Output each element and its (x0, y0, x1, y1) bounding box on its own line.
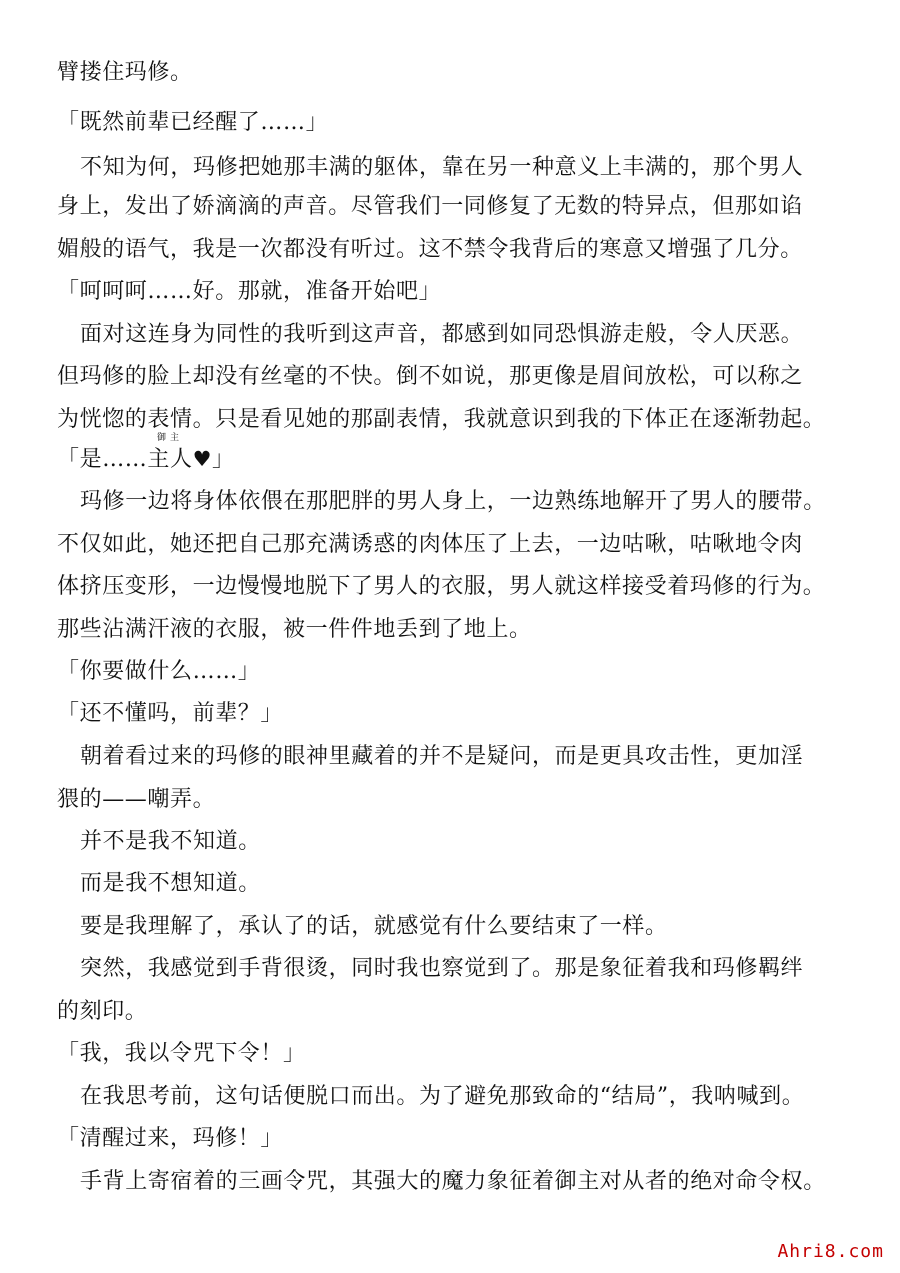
text-line: 媚般的语气，我是一次都没有听过。这不禁令我背后的寒意又增强了几分。 (57, 237, 803, 262)
text-line: 体挤压变形，一边慢慢地脱下了男人的衣服，男人就这样接受着玛修的行为。 (57, 574, 826, 599)
ruby-annotation: 御主 (157, 433, 184, 443)
dialogue-line: 「你要做什么……」 (57, 659, 261, 684)
text-line: 但玛修的脸上却没有丝毫的不快。倒不如说，那更像是眉间放松，可以称之 (57, 364, 803, 389)
text-line: 不仅如此，她还把自己那充满诱惑的肉体压了上去，一边咕啾，咕啾地令肉 (57, 532, 803, 557)
text-line: 突然，我感觉到手背很烫，同时我也察觉到了。那是象征着我和玛修羁绊 (80, 956, 804, 981)
ruby-base: 主人 (147, 447, 193, 472)
heart-icon: ♥ (192, 447, 213, 471)
text-line: 那些沾满汗液的衣服，被一件件地丢到了地上。 (57, 617, 532, 642)
text-line: 的刻印。 (57, 999, 148, 1024)
text-line: 臂搂住玛修。 (57, 60, 193, 85)
text-line: 身上，发出了娇滴滴的声音。尽管我们一同修复了无数的特异点，但那如谄 (57, 194, 803, 219)
text-line: 在我思考前，这句话便脱口而出。为了避免那致命的“结局”，我呐喊到。 (80, 1084, 805, 1109)
ruby-word (147, 433, 193, 475)
text-line: 而是我不想知道。 (80, 871, 261, 896)
text-line: 并不是我不知道。 (80, 829, 261, 854)
dialogue-line: 「我，我以令咒下令！」 (57, 1041, 306, 1066)
text-line: 玛修一边将身体依偎在那肥胖的男人身上，一边熟练地解开了男人的腰带。 (80, 489, 826, 514)
text-line: 为恍惚的表情。只是看见她的那副表情，我就意识到我的下体正在逐渐勃起。 (57, 407, 826, 432)
text-line: 朝着看过来的玛修的眼神里藏着的并不是疑问，而是更具攻击性，更加淫 (80, 744, 804, 769)
dialogue-line: 「既然前辈已经醒了……」 (57, 110, 329, 135)
dialogue-line: 「还不懂吗，前辈？」 (57, 701, 284, 726)
text-line: 手背上寄宿着的三画令咒，其强大的魔力象征着御主对从者的绝对命令权。 (80, 1169, 826, 1194)
watermark: Ahri8.com (777, 1241, 884, 1262)
text-line: 不知为何，玛修把她那丰满的躯体，靠在另一种意义上丰满的，那个男人 (80, 155, 804, 180)
text-line: 要是我理解了，承认了的话，就感觉有什么要结束了一样。 (80, 914, 668, 939)
dialogue-closing: 」 (212, 447, 235, 472)
dialogue-line-with-ruby (57, 433, 857, 475)
dialogue-line: 「呵呵呵……好。那就，准备开始吧」 (57, 279, 442, 304)
text-line: 面对这连身为同性的我听到这声音，都感到如同恐惧游走般，令人厌恶。 (80, 322, 804, 347)
dialogue-opening: 「是…… (57, 447, 148, 472)
dialogue-line: 「清醒过来，玛修！」 (57, 1126, 284, 1151)
text-line: 猥的——嘲弄。 (57, 787, 216, 812)
